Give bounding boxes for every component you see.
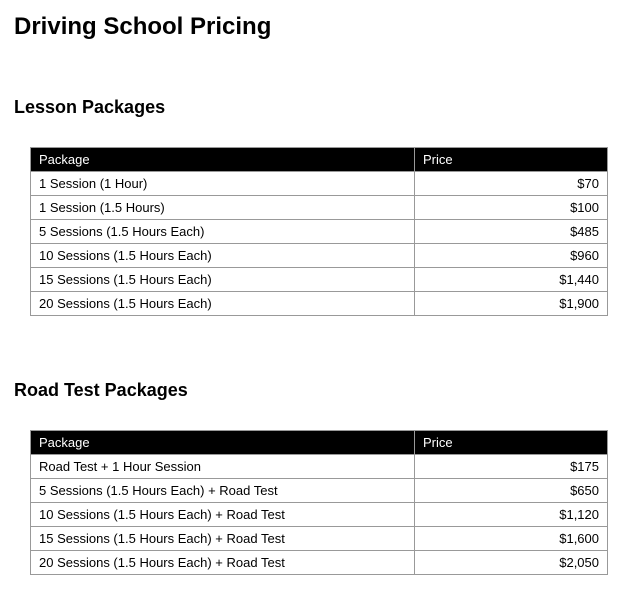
price-cell: $70 bbox=[415, 172, 608, 196]
price-cell: $1,600 bbox=[415, 527, 608, 551]
table-row bbox=[31, 268, 608, 292]
column-header: Price bbox=[415, 431, 608, 455]
package-cell: 15 Sessions (1.5 Hours Each) + Road Test bbox=[31, 527, 415, 551]
package-cell: 10 Sessions (1.5 Hours Each) + Road Test bbox=[31, 503, 415, 527]
table-row bbox=[31, 455, 608, 479]
price-cell: $175 bbox=[415, 455, 608, 479]
table-row bbox=[31, 292, 608, 316]
table-row bbox=[31, 503, 608, 527]
price-cell: $1,120 bbox=[415, 503, 608, 527]
table-row bbox=[31, 479, 608, 503]
column-header: Package bbox=[31, 148, 415, 172]
price-cell: $1,900 bbox=[415, 292, 608, 316]
table-row bbox=[31, 220, 608, 244]
road-table bbox=[30, 430, 608, 575]
package-cell: 1 Session (1.5 Hours) bbox=[31, 196, 415, 220]
package-cell: 5 Sessions (1.5 Hours Each) bbox=[31, 220, 415, 244]
table-row bbox=[31, 244, 608, 268]
column-header: Price bbox=[415, 148, 608, 172]
price-cell: $485 bbox=[415, 220, 608, 244]
package-cell: 1 Session (1 Hour) bbox=[31, 172, 415, 196]
table-row bbox=[31, 551, 608, 575]
package-cell: 15 Sessions (1.5 Hours Each) bbox=[31, 268, 415, 292]
page-title: Driving School Pricing bbox=[14, 13, 272, 40]
package-cell: 5 Sessions (1.5 Hours Each) + Road Test bbox=[31, 479, 415, 503]
road-heading: Road Test Packages bbox=[14, 380, 188, 400]
table-row bbox=[31, 172, 608, 196]
price-cell: $2,050 bbox=[415, 551, 608, 575]
package-cell: Road Test + 1 Hour Session bbox=[31, 455, 415, 479]
package-cell: 20 Sessions (1.5 Hours Each) + Road Test bbox=[31, 551, 415, 575]
price-cell: $650 bbox=[415, 479, 608, 503]
price-cell: $100 bbox=[415, 196, 608, 220]
price-cell: $960 bbox=[415, 244, 608, 268]
table-row bbox=[31, 527, 608, 551]
package-cell: 20 Sessions (1.5 Hours Each) bbox=[31, 292, 415, 316]
package-cell: 10 Sessions (1.5 Hours Each) bbox=[31, 244, 415, 268]
table-row bbox=[31, 196, 608, 220]
lesson-heading: Lesson Packages bbox=[14, 97, 166, 117]
price-cell: $1,440 bbox=[415, 268, 608, 292]
header-row bbox=[31, 148, 608, 172]
header-row bbox=[31, 431, 608, 455]
column-header: Package bbox=[31, 431, 415, 455]
lesson-table bbox=[30, 147, 608, 316]
